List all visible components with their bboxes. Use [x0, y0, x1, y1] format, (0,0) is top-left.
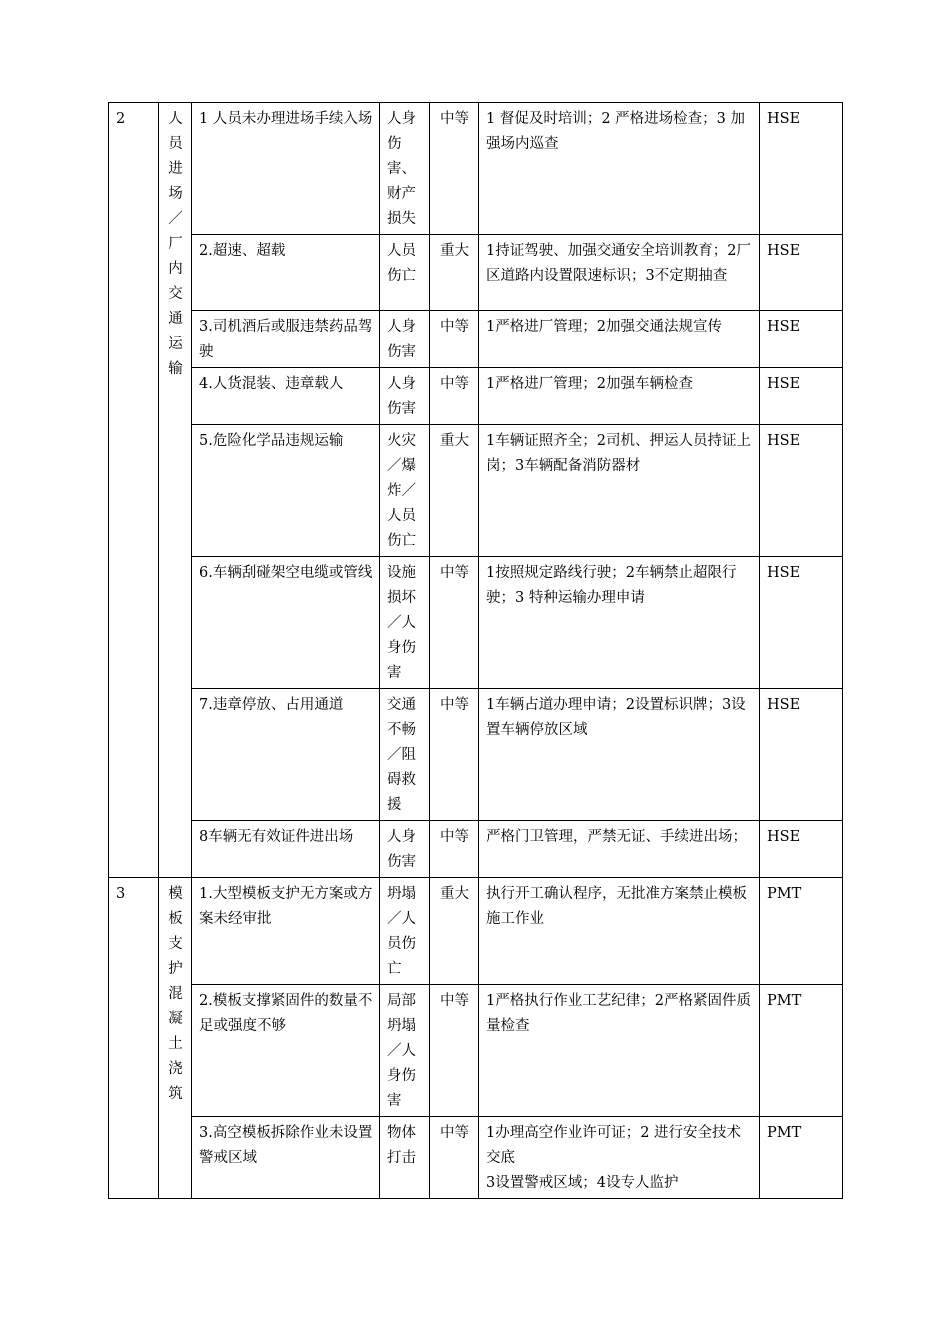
table-row: [109, 1117, 843, 1199]
table-row: [109, 425, 843, 557]
consequence-cell: 局部坍塌／人身伤害: [380, 985, 430, 1117]
measures-cell: 1车辆证照齐全；2司机、押运人员持证上岗；3车辆配备消防器材: [479, 425, 760, 557]
risk-level-cell: 中等: [430, 311, 479, 368]
table-row: [109, 235, 843, 311]
department-cell: HSE: [760, 689, 843, 821]
hazard-cell: 8车辆无有效证件进出场: [192, 821, 380, 878]
risk-level-cell: 中等: [430, 985, 479, 1117]
risk-level-cell: 中等: [430, 557, 479, 689]
hazard-cell: 4.人货混装、违章载人: [192, 368, 380, 425]
table-row: [109, 821, 843, 878]
consequence-cell: 人员伤亡: [380, 235, 430, 311]
measures-cell: 1车辆占道办理申请；2设置标识牌；3设置车辆停放区域: [479, 689, 760, 821]
department-cell: PMT: [760, 1117, 843, 1199]
consequence-cell: 交通不畅／阻碍救援: [380, 689, 430, 821]
department-cell: HSE: [760, 368, 843, 425]
risk-level-cell: 中等: [430, 689, 479, 821]
consequence-cell: 人身伤害: [380, 368, 430, 425]
department-cell: PMT: [760, 878, 843, 985]
table-row: [109, 557, 843, 689]
hazard-cell: 2.模板支撑紧固件的数量不足或强度不够: [192, 985, 380, 1117]
consequence-cell: 人身伤害: [380, 311, 430, 368]
table-row: [109, 311, 843, 368]
measures-cell: 1办理高空作业许可证；2 进行安全技术交底 3设置警戒区域；4设专人监护: [479, 1117, 760, 1199]
category-text: 模板支护混凝土浇筑: [168, 886, 183, 1102]
consequence-cell: 人身伤害: [380, 821, 430, 878]
consequence-cell: 人身伤害、财产损失: [380, 103, 430, 235]
table-row: [109, 878, 843, 985]
measures-cell: 1严格进厂管理；2加强车辆检查: [479, 368, 760, 425]
department-cell: HSE: [760, 235, 843, 311]
department-cell: HSE: [760, 821, 843, 878]
department-cell: HSE: [760, 311, 843, 368]
hazard-cell: 3.司机酒后或服违禁药品驾驶: [192, 311, 380, 368]
risk-level-cell: 重大: [430, 425, 479, 557]
table-row: [109, 689, 843, 821]
risk-table: [108, 102, 843, 1199]
hazard-cell: 1 人员未办理进场手续入场: [192, 103, 380, 235]
hazard-cell: 3.高空模板拆除作业未设置警戒区域: [192, 1117, 380, 1199]
group-number: 3: [109, 878, 159, 1199]
risk-level-cell: 中等: [430, 103, 479, 235]
consequence-cell: 设施损坏／人身伤害: [380, 557, 430, 689]
measures-cell: 严格门卫管理，严禁无证、手续进出场；: [479, 821, 760, 878]
department-cell: HSE: [760, 557, 843, 689]
group-number: 2: [109, 103, 159, 878]
risk-level-cell: 中等: [430, 1117, 479, 1199]
category-text: 人员进场／厂内交通运输: [168, 111, 183, 377]
consequence-cell: 物体打击: [380, 1117, 430, 1199]
department-cell: HSE: [760, 103, 843, 235]
department-cell: PMT: [760, 985, 843, 1117]
risk-level-cell: 重大: [430, 878, 479, 985]
measures-cell: 执行开工确认程序，无批准方案禁止模板施工作业: [479, 878, 760, 985]
hazard-cell: 5.危险化学品违规运输: [192, 425, 380, 557]
group-category: [159, 878, 192, 1199]
measures-cell: 1按照规定路线行驶；2车辆禁止超限行驶；3 特种运输办理申请: [479, 557, 760, 689]
group-category: [159, 103, 192, 878]
hazard-cell: 6.车辆刮碰架空电缆或管线: [192, 557, 380, 689]
table-row: [109, 103, 843, 235]
risk-level-cell: 重大: [430, 235, 479, 311]
risk-table-body: [109, 103, 843, 1199]
risk-level-cell: 中等: [430, 821, 479, 878]
consequence-cell: 坍塌／人员伤亡: [380, 878, 430, 985]
consequence-cell: 火灾／爆炸／人员伤亡: [380, 425, 430, 557]
department-cell: HSE: [760, 425, 843, 557]
measures-cell: 1持证驾驶、加强交通安全培训教育；2厂区道路内设置限速标识；3不定期抽查: [479, 235, 760, 311]
table-row: [109, 368, 843, 425]
table-row: [109, 985, 843, 1117]
measures-cell: 1严格执行作业工艺纪律；2严格紧固件质量检查: [479, 985, 760, 1117]
measures-cell: 1严格进厂管理；2加强交通法规宣传: [479, 311, 760, 368]
measures-cell: 1 督促及时培训；2 严格进场检查；3 加强场内巡查: [479, 103, 760, 235]
hazard-cell: 2.超速、超载: [192, 235, 380, 311]
hazard-cell: 1.大型模板支护无方案或方案未经审批: [192, 878, 380, 985]
hazard-cell: 7.违章停放、占用通道: [192, 689, 380, 821]
risk-level-cell: 中等: [430, 368, 479, 425]
